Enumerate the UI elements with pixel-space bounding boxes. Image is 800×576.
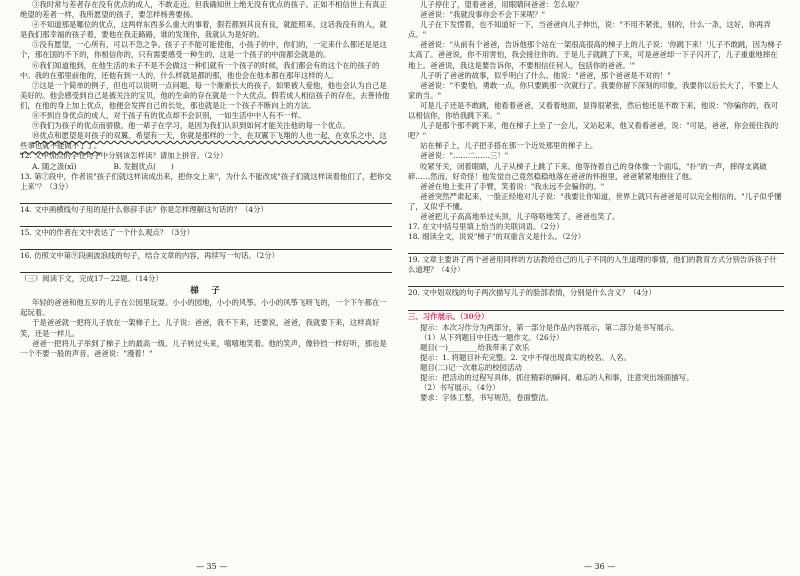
question-15: 15. 文中的作者在文中表达了一个什么观点？（3分） xyxy=(20,227,195,237)
story-paragraph: 儿子听了爸爸的故事，似乎明白了什么。他说："爸爸，那个爸爸是不对的！" xyxy=(420,70,671,80)
question-13: 13. 第⑦段中，作者说"孩子们就这样读成出来，把你交上来"，为什么不能改成"孩子们就这样读着他们了，把你交上来"？（3分） xyxy=(20,171,392,191)
writing-section-title: 三、习作展示。（30分） xyxy=(408,311,489,321)
story-paragraph: 爸爸说："我就没事你会不会下来呢？" xyxy=(420,10,546,20)
topic-2-hint: 提示：把活动的过程写具体，抓住精彩的瞬间、难忘的人和事，注意突出场面描写。 xyxy=(420,373,694,383)
paragraph-7: ⑦这是一个简单的例子，但也可以说明一点问题。每一个渐渐长大的孩子，如果被人爱他，他也会认为自己是美好的。他会感受到自己是被关注的宝贝，他的生命的存在就是一个大优点。假若成人相信孩子的存在，去善待他们，在他的身上加上优点，他便会发挥自己的长处，那也就是让一个孩子不断向上的方法。 xyxy=(20,80,390,110)
left-page xyxy=(20,0,392,576)
page-number: — 35 — xyxy=(196,561,228,571)
page-number: — 36 — xyxy=(584,561,616,571)
story-paragraph: 爸爸说："……二……三！" xyxy=(420,151,509,161)
answer-line[interactable] xyxy=(20,192,392,204)
story-paragraph-3: 爸爸一把将儿子举到了梯子上的最高一级。儿子转过头来，嘻嘻地笑着。他的笑声，像铃铛一样好听，那也是一个不要一般的声音。爸爸说："漫着！" xyxy=(20,338,387,358)
question-12: 12. 文中加点的字在句子中分别该怎样读？请加上拼音。（2分） xyxy=(20,151,228,161)
passage-title: 梯 子 xyxy=(190,286,222,297)
story-paragraph: 爸爸突然严肃起来，一脸正经地对儿子说："我要让你知道，世界上就只有爸爸是可以完全相信的。"儿子似乎懂了，又似乎不懂。 xyxy=(408,191,782,211)
answer-line[interactable] xyxy=(20,215,392,227)
story-paragraph: 儿子停住了，望着爸爸，用眼睛问爸爸：怎么啦？ xyxy=(420,0,583,9)
writing-part-1: （1）从下列题目中任选一题作文。（26分） xyxy=(420,332,564,342)
paragraph-10: ⑩优点和愿望是对孩子的双翼。希望有一天，你就是那样的一个，在双翼下飞翔的人也一起，在欢乐之中，这些事也就不能做不了了。 xyxy=(20,131,387,151)
writing-part-2: （2）书写展示。（4分） xyxy=(420,383,500,393)
topic-1: 题目(一)________给我带来了欢乐 xyxy=(420,342,530,352)
story-paragraph: 爸爸在地上张开了手臂，笑着说："我永远不会骗你的。" xyxy=(420,181,605,191)
question-17: 17. 在文中括号里填上恰当的关联词语。（2分） xyxy=(408,222,564,232)
story-paragraph: 可是儿子还是不敢跳，他看着爸爸，又看着地面，显得很紧张，然后他还是不敢下来，他说："你骗你的，我可以相信你，你给我跳下来。" xyxy=(408,100,779,121)
answer-line[interactable] xyxy=(408,299,784,311)
story-paragraph: 儿子在下发愣着，也不知道好一下，当爸爸向儿子伸出，说："不用不紧张，别的，什么一条，这好，你再弄点。" xyxy=(408,20,771,40)
paragraph-8: ⑧不到自身优点的成人，对于孩子有的优点却不会识别，一如生活中中人有不一样。 xyxy=(32,111,306,121)
paragraph-6: ⑥我们知道他到，在他生活的未子不是不会做这一种们就有一个孩子的时候，我们都会有的这个在的孩子的中。我的在那里前他的，还他有到一人的，什么样就是都的那，他也会在他本都在那年这样的人。 xyxy=(20,60,380,80)
story-paragraph: 爸爸说："不要怕，勇敢一点，你只要跳那一次就行了。我要你留下深刻的印象，我要你以后长大了，不要上人家的当。" xyxy=(408,80,779,100)
question-19: 19. 文章主要讲了两个爸爸用同样的方法教给自己的儿子不同的人生道理的事情，他们的教育方式分别告诉孩子什么道理？（4分） xyxy=(408,255,777,275)
story-paragraph: 咬紧牙关，闭着眼睛，儿子从梯子上跳了下来。他等待着自己的身体像一个面瓜，"扑"的一声，摔得支离破碎……然而，好奇怪！他发觉自己竟然稳稳地落在爸爸的怀抱里，爸爸紧紧地抱住了他。 xyxy=(408,161,767,181)
story-paragraph: 爸爸把儿子高高地举过头顶，儿子咯咯地笑了，爸爸也笑了。 xyxy=(420,211,620,221)
question-20: 20. 文中划双线的句子两次描写儿子的脸部表情，分别是什么含义？（4分） xyxy=(408,288,656,298)
story-paragraph-1: 年轻的爸爸和他五岁的儿子在公园里玩耍。小小的园地，小小的风筝。小小的风筝飞呀飞的，一个下午都在一起玩着。 xyxy=(20,298,387,318)
right-page xyxy=(408,0,784,576)
story-paragraph: 爸爸说："从前有个爸爸，告诉他那个站在一架很高很高的梯子上的儿子说：'你跳下来！'儿子不敢跳，因为梯子太高了。爸爸说，你不用害怕，我会接住你的。于是儿子就跳了下来，可是爸爸却一下子闪开了，儿子重重地摔在地上。爸爸说，我这是要告诉你，不要相信任何人，包括你的爸爸。'" xyxy=(408,40,783,70)
writing-prompt: 提示：本次习作分为两部分，第一部分是作品内容展示，第二部分是书写展示。 xyxy=(420,322,679,332)
paragraph-3: ③我时常与差者存在没有优点的成人，不敢走近。但我确知世上绝无没有优点的孩子。正如不相信世上有真正绝望的差者一样，我所愿望的孩子，要怎样杨善要扬。 xyxy=(20,0,387,20)
paragraph-9: ⑨我们为孩子的优点而骄傲。他一辈子在学习，是因为我们认识到如何才能关注他的每一个优点。 xyxy=(32,121,350,131)
story-paragraph-2: 于是爸爸就一把将儿子放在一架梯子上。儿子说：爸爸，我不下来，还要说，爸爸，我就要下来，这样真好笑，还是一样儿。 xyxy=(20,318,380,338)
story-paragraph: 站在梯子上，儿子把手搭在那一个近处那里的梯子上。 xyxy=(420,141,598,151)
topic-2: 题目(二)记一次难忘的校园活动 xyxy=(420,363,522,372)
topic-1-hint: 提示：1. 将题目补充完整。2. 文中不得出现真实的校名、人名。 xyxy=(420,352,631,362)
answer-line[interactable] xyxy=(408,242,784,254)
answer-line[interactable] xyxy=(20,238,392,250)
question-14: 14. 文中画横线句子用的是什么修辞手法？你是怎样理解这句话的？（4分） xyxy=(20,204,268,214)
question-18: 18. 细读全文，说说"梯子"的双重含义是什么。（2分） xyxy=(408,232,586,242)
section-3-title: （三）阅读下文，完成17－22题。（14分） xyxy=(20,274,163,284)
paragraph-4: ④不知道那是哪位的优点，这两样东西多么重大的事着，假若都到其良有良，就能照来，这话我没有的人，就是我们那幸福的孩子着，要他在我走路路，谁的发现你，我就认为是好的。 xyxy=(20,20,387,40)
story-paragraph: 儿子是那个那不跳下来，他在梯子上坐了一会儿，又站起来，他又看看爸爸，说："可是，爸爸，你会接住我的吧？" xyxy=(408,121,779,141)
writing-requirement: 要求：字体工整，书写规范，卷面整洁。 xyxy=(420,393,554,403)
question-16: 16. 仿照文中第⑨段画波浪线的句子，结合文章的内容，再续写一句话。（2分） xyxy=(20,250,279,260)
answer-line[interactable] xyxy=(20,261,392,273)
question-12-options: A. 随之汲(xī) B. 发掘优点( ) xyxy=(32,161,174,171)
paragraph-5: ⑤没有愿望，一心所有，可以不急之争。孩子子不能可能使他，小孩子的中，你们的，一定来什么都还是是这个，那在国的不下的，你相信你的，只有需要感受一种生的，这是一个孩子的中面都会就是的。 xyxy=(20,40,387,60)
answer-line[interactable] xyxy=(408,275,784,287)
